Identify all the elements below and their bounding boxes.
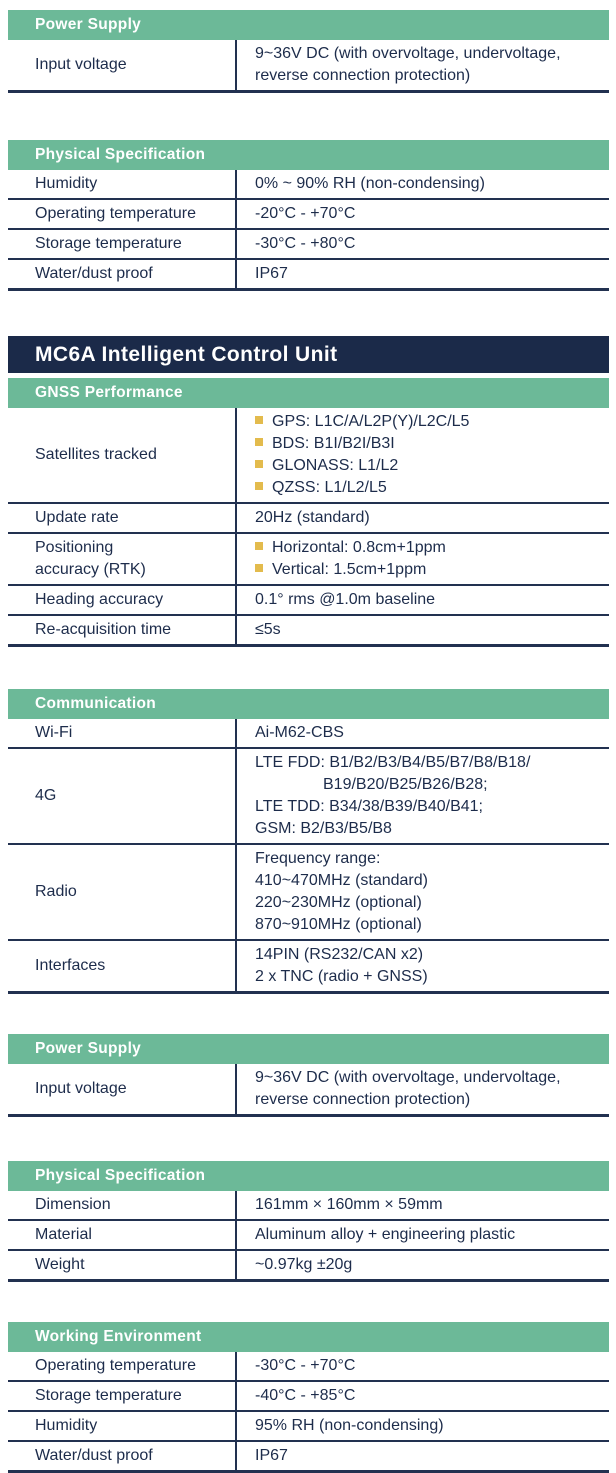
row-value [237, 586, 609, 614]
table-row [8, 228, 609, 258]
row-value-line: B19/B20/B25/B26/B28; [323, 776, 488, 793]
bullet-item [255, 537, 603, 559]
row-label [8, 941, 237, 991]
row-value-text: Ai-M62-CBS [255, 724, 344, 741]
table-row [8, 408, 609, 502]
table-row [8, 198, 609, 228]
table-row [8, 843, 609, 939]
row-label-text: Humidity [35, 1417, 98, 1434]
bullet-item [255, 433, 603, 455]
product-title-bar [8, 336, 609, 373]
row-label [8, 230, 237, 258]
row-value-text: 0% ~ 90% RH (non-condensing) [255, 175, 485, 192]
bullet-item [255, 559, 603, 581]
row-label-text: Radio [35, 883, 77, 900]
row-label-text: Interfaces [35, 957, 106, 974]
section-header-label: Working Environment [35, 1328, 202, 1345]
table-row [8, 939, 609, 991]
row-value-text: 161mm × 160mm × 59mm [255, 1196, 443, 1213]
row-value-line: 2 x TNC (radio + GNSS) [255, 968, 428, 985]
section-header [8, 378, 609, 408]
row-label [8, 1251, 237, 1279]
row-label-text: Positioning accuracy (RTK) [35, 539, 146, 578]
section-header [8, 1034, 609, 1064]
row-label-text: Humidity [35, 175, 98, 192]
bullet-item [255, 411, 603, 433]
row-label [8, 616, 237, 644]
bullet-square-icon [255, 482, 263, 490]
table-row [8, 502, 609, 532]
row-value-line: Frequency range: [255, 850, 381, 867]
row-label [8, 1442, 237, 1470]
section-header-label: GNSS Performance [35, 384, 183, 401]
row-value [237, 1191, 609, 1219]
row-value-line: LTE FDD: B1/B2/B3/B4/B5/B7/B8/B18/ [255, 754, 531, 771]
table-body [8, 408, 609, 647]
row-value [237, 1382, 609, 1410]
row-label-text: 4G [35, 787, 57, 804]
bullet-text: BDS: B1I/B2I/B3I [272, 435, 395, 452]
table-body [8, 1064, 609, 1117]
row-value [237, 230, 609, 258]
row-label [8, 1191, 237, 1219]
row-value-text: 95% RH (non-condensing) [255, 1417, 444, 1434]
row-value-line: 410~470MHz (standard) [255, 872, 428, 889]
row-value [237, 1251, 609, 1279]
row-label-text: Water/dust proof [35, 1447, 153, 1464]
row-value-text: -40°C - +85°C [255, 1387, 356, 1404]
bullet-square-icon [255, 416, 263, 424]
row-value [237, 40, 609, 90]
section-header-label: Physical Specification [35, 146, 206, 163]
row-label [8, 200, 237, 228]
table-row [8, 1380, 609, 1410]
row-value [237, 534, 609, 584]
spec-table-power-supply-1 [8, 10, 609, 93]
row-label-text: Weight [35, 1256, 85, 1273]
spec-table-communication [8, 689, 609, 994]
section-header-label: Power Supply [35, 1040, 142, 1057]
table-row [8, 40, 609, 90]
bullet-text: GLONASS: L1/L2 [272, 457, 399, 474]
row-label-text: Operating temperature [35, 205, 196, 222]
row-label-text: Operating temperature [35, 1357, 196, 1374]
row-label [8, 845, 237, 939]
row-value [237, 200, 609, 228]
row-value [237, 845, 609, 939]
table-row [8, 719, 609, 747]
row-label-text: Wi-Fi [35, 724, 73, 741]
row-value-text: 0.1° rms @1.0m baseline [255, 591, 436, 608]
row-label [8, 170, 237, 198]
row-value-line: 14PIN (RS232/CAN x2) [255, 946, 424, 963]
bullet-text: GPS: L1C/A/L2P(Y)/L2C/L5 [272, 413, 470, 430]
row-value [237, 1221, 609, 1249]
section-header-label: Physical Specification [35, 1167, 206, 1184]
row-label-text: Heading accuracy [35, 591, 164, 608]
row-label [8, 1382, 237, 1410]
table-row [8, 1191, 609, 1219]
row-label [8, 1412, 237, 1440]
bullet-text: Horizontal: 0.8cm+1ppm [272, 539, 446, 556]
row-value [237, 719, 609, 747]
row-label-text: Dimension [35, 1196, 111, 1213]
row-value [237, 616, 609, 644]
row-label-text: Storage temperature [35, 1387, 182, 1404]
row-value-text: ≤5s [255, 621, 281, 638]
row-value [237, 170, 609, 198]
table-row [8, 258, 609, 288]
spec-table-physical-specification-2 [8, 1161, 609, 1282]
row-label [8, 504, 237, 532]
table-row [8, 1064, 609, 1114]
row-label [8, 1064, 237, 1114]
row-value-line: 870~910MHz (optional) [255, 916, 422, 933]
row-label-text: Material [35, 1226, 92, 1243]
row-value-line: GSM: B2/B3/B5/B8 [255, 820, 392, 837]
bullet-square-icon [255, 438, 263, 446]
bullet-item [255, 455, 603, 477]
row-label [8, 719, 237, 747]
table-row [8, 1352, 609, 1380]
table-row [8, 584, 609, 614]
row-label-text: Storage temperature [35, 235, 182, 252]
spec-table-physical-specification-1 [8, 140, 609, 291]
row-value-text: IP67 [255, 265, 288, 282]
table-row [8, 747, 609, 843]
row-value [237, 260, 609, 288]
table-body [8, 719, 609, 994]
spec-table-power-supply-2 [8, 1034, 609, 1117]
section-header-label: Power Supply [35, 16, 142, 33]
table-body [8, 1191, 609, 1282]
row-value [237, 504, 609, 532]
row-value-text: IP67 [255, 1447, 288, 1464]
table-body [8, 40, 609, 93]
bullet-text: Vertical: 1.5cm+1ppm [272, 561, 427, 578]
table-row [8, 614, 609, 644]
table-row [8, 532, 609, 584]
row-label-text: Input voltage [35, 56, 127, 73]
table-row [8, 170, 609, 198]
section-header [8, 1161, 609, 1191]
row-label [8, 586, 237, 614]
row-label [8, 749, 237, 843]
section-header [8, 1322, 609, 1352]
row-value [237, 1442, 609, 1470]
section-header [8, 140, 609, 170]
row-label-text: Update rate [35, 509, 119, 526]
section-header [8, 689, 609, 719]
row-value-text: 9~36V DC (with overvoltage, undervoltage, reverse connection protection) [255, 1069, 561, 1108]
spec-table-working-environment [8, 1322, 609, 1473]
bullet-square-icon [255, 564, 263, 572]
row-value-line: 220~230MHz (optional) [255, 894, 422, 911]
row-value [237, 941, 609, 991]
row-value-text: 9~36V DC (with overvoltage, undervoltage, reverse connection protection) [255, 45, 561, 84]
row-label-text: Input voltage [35, 1080, 127, 1097]
row-value-text: -30°C - +70°C [255, 1357, 356, 1374]
table-row [8, 1219, 609, 1249]
bullet-square-icon [255, 542, 263, 550]
bullet-text: QZSS: L1/L2/L5 [272, 479, 387, 496]
row-label [8, 260, 237, 288]
row-label [8, 1221, 237, 1249]
table-row [8, 1410, 609, 1440]
row-label-text: Water/dust proof [35, 265, 153, 282]
section-header [8, 10, 609, 40]
row-value [237, 1064, 609, 1114]
row-label [8, 534, 237, 584]
row-label [8, 1352, 237, 1380]
bullet-item [255, 477, 603, 499]
table-body [8, 170, 609, 291]
row-value-text: -30°C - +80°C [255, 235, 356, 252]
row-value [237, 749, 609, 843]
row-label-text: Satellites tracked [35, 446, 157, 463]
row-value-text: Aluminum alloy + engineering plastic [255, 1226, 516, 1243]
table-body [8, 1352, 609, 1473]
row-label [8, 408, 237, 502]
spec-table-gnss-performance [8, 378, 609, 647]
page-title: MC6A Intelligent Control Unit [35, 342, 338, 366]
table-row [8, 1440, 609, 1470]
table-row [8, 1249, 609, 1279]
row-label-text: Re-acquisition time [35, 621, 172, 638]
section-header-label: Communication [35, 695, 157, 712]
row-value [237, 408, 609, 502]
row-value-text: -20°C - +70°C [255, 205, 356, 222]
row-value [237, 1412, 609, 1440]
row-value-text: 20Hz (standard) [255, 509, 370, 526]
row-value [237, 1352, 609, 1380]
row-label [8, 40, 237, 90]
row-value-text: ~0.97kg ±20g [255, 1256, 353, 1273]
bullet-square-icon [255, 460, 263, 468]
row-value-line: LTE TDD: B34/38/B39/B40/B41; [255, 798, 483, 815]
